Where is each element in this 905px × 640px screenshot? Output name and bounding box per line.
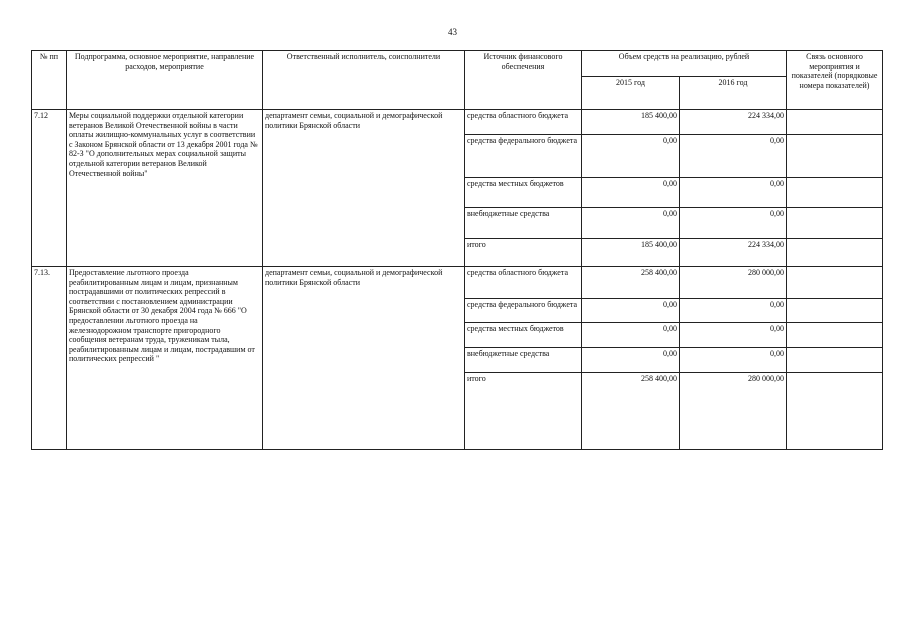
source-name: средства местных бюджетов xyxy=(465,323,582,348)
link-cell xyxy=(787,110,883,135)
link-cell xyxy=(787,348,883,373)
link-cell xyxy=(787,135,883,178)
row-description: Предоставление льготного проезда реабилитированным лицам и лицам, признанным пострадавшими от политических репрессий в соответствии с постановлением администрации Брянской области от 30 декабря 2004 года № 666 "О предоставлении льготного проезда на железнодорожном транспорте пригородного сообщения ветеранам труда, труженикам тыла, реабилитированным лицам и лицам, пострадавшим от политических репрессий " xyxy=(67,267,263,450)
header-executor: Ответственный исполнитель, соисполнители xyxy=(263,51,465,110)
value-2016: 224 334,00 xyxy=(680,110,787,135)
source-name: средства местных бюджетов xyxy=(465,178,582,208)
header-source: Источник финансового обеспечения xyxy=(465,51,582,110)
value-2015: 185 400,00 xyxy=(582,110,680,135)
row-executor: департамент семьи, социальной и демографической политики Брянской области xyxy=(263,110,465,267)
source-name: внебюджетные средства xyxy=(465,208,582,239)
header-volume: Объем средств на реализацию, рублей xyxy=(582,51,787,77)
value-2015: 258 400,00 xyxy=(582,267,680,299)
total-2016: 280 000,00 xyxy=(680,373,787,450)
table-row xyxy=(32,267,883,299)
total-2016: 224 334,00 xyxy=(680,239,787,267)
table-row xyxy=(32,110,883,135)
value-2015: 0,00 xyxy=(582,323,680,348)
budget-table xyxy=(31,50,883,450)
header-year-2016: 2016 год xyxy=(680,77,787,110)
value-2015: 0,00 xyxy=(582,348,680,373)
source-total: итого xyxy=(465,239,582,267)
value-2015: 0,00 xyxy=(582,178,680,208)
row-num: 7.13. xyxy=(32,267,67,450)
source-name: средства областного бюджета xyxy=(465,110,582,135)
total-2015: 258 400,00 xyxy=(582,373,680,450)
page-number: 43 xyxy=(448,27,457,37)
value-2016: 0,00 xyxy=(680,135,787,178)
link-cell xyxy=(787,373,883,450)
source-name: средства федерального бюджета xyxy=(465,299,582,323)
header-link: Связь основного мероприятия и показателей (порядковые номера показателей) xyxy=(787,51,883,110)
source-name: средства областного бюджета xyxy=(465,267,582,299)
header-subprogram: Подпрограмма, основное мероприятие, направление расходов, мероприятие xyxy=(67,51,263,110)
source-name: внебюджетные средства xyxy=(465,348,582,373)
value-2016: 0,00 xyxy=(680,348,787,373)
header-num: № пп xyxy=(32,51,67,110)
link-cell xyxy=(787,208,883,239)
row-description: Меры социальной поддержки отдельной категории ветеранов Великой Отечественной войны в части оплаты жилищно-коммунальных услуг в соответствии с Законом Брянской области от 13 декабря 2001 года № 82-З "О дополнительных мерах социальной защиты отдельной категории ветеранов Великой Отечественной войны" xyxy=(67,110,263,267)
value-2015: 0,00 xyxy=(582,135,680,178)
total-2015: 185 400,00 xyxy=(582,239,680,267)
link-cell xyxy=(787,323,883,348)
value-2016: 0,00 xyxy=(680,208,787,239)
value-2016: 0,00 xyxy=(680,323,787,348)
value-2015: 0,00 xyxy=(582,299,680,323)
source-total: итого xyxy=(465,373,582,450)
value-2015: 0,00 xyxy=(582,208,680,239)
link-cell xyxy=(787,239,883,267)
link-cell xyxy=(787,267,883,299)
value-2016: 0,00 xyxy=(680,178,787,208)
row-num: 7.12 xyxy=(32,110,67,267)
value-2016: 0,00 xyxy=(680,299,787,323)
value-2016: 280 000,00 xyxy=(680,267,787,299)
header-year-2015: 2015 год xyxy=(582,77,680,110)
link-cell xyxy=(787,178,883,208)
row-executor: департамент семьи, социальной и демографической политики Брянской области xyxy=(263,267,465,450)
link-cell xyxy=(787,299,883,323)
source-name: средства федерального бюджета xyxy=(465,135,582,178)
